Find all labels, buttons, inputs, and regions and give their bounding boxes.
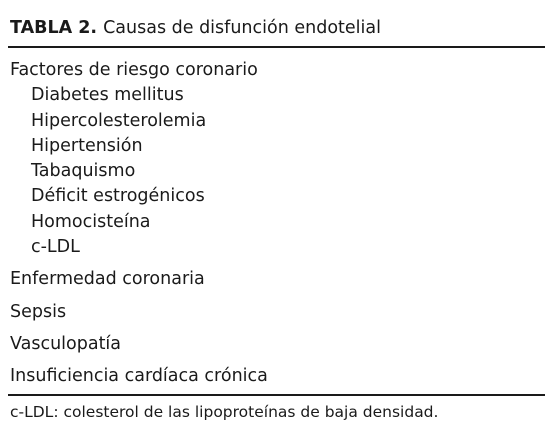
bottom-rule bbox=[8, 394, 545, 396]
cause-vasculopathy: Vasculopatía bbox=[10, 333, 122, 354]
group-heading-risk-factors: Factores de riesgo coronario bbox=[10, 60, 258, 80]
table-label: TABLA 2. bbox=[10, 18, 98, 38]
table-footnote: c-LDL: colesterol de las lipoproteínas de baja densidad. bbox=[10, 403, 439, 421]
cause-chronic-heart-failure: Insuficiencia cardíaca crónica bbox=[10, 366, 268, 387]
sub-item-estrogen-deficit: Déficit estrogénicos bbox=[31, 186, 205, 207]
sub-item-hypercholesterolemia: Hipercolesterolemia bbox=[31, 110, 207, 131]
cause-sepsis: Sepsis bbox=[10, 301, 67, 322]
table-title: Causas de disfunción endotelial bbox=[103, 18, 381, 38]
table-body bbox=[10, 58, 545, 390]
sub-item-hypertension: Hipertensión bbox=[31, 135, 143, 156]
table-caption bbox=[10, 17, 545, 39]
top-rule bbox=[8, 46, 545, 48]
sub-item-diabetes: Diabetes mellitus bbox=[31, 85, 184, 106]
cause-coronary-disease: Enfermedad coronaria bbox=[10, 269, 205, 290]
sub-item-c-ldl: c-LDL bbox=[31, 237, 80, 258]
sub-item-homocysteine: Homocisteína bbox=[31, 211, 151, 232]
sub-item-smoking: Tabaquismo bbox=[31, 161, 136, 182]
